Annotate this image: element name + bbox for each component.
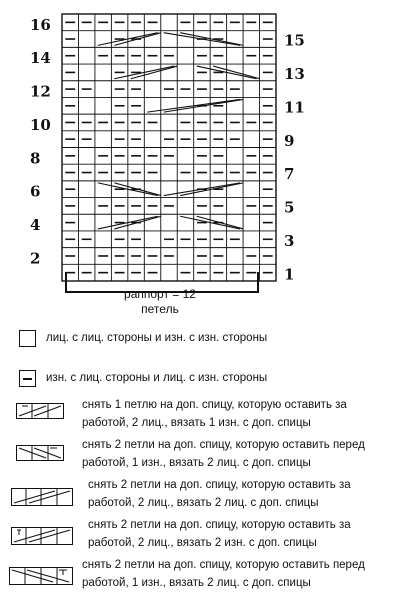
legend-text-line1: снять 1 петлю на доп. спицу, которую оставить за [82, 399, 347, 411]
legend-text-line1: снять 2 петли на доп. спицу, которую оставить перед [82, 559, 365, 571]
legend-text: лиц. с лиц. стороны и изн. с изн. стороны [46, 332, 268, 344]
blank-cell-icon [19, 330, 36, 347]
legend-text-line2: работой, 2 лиц., вязать 2 лиц. с доп. спицы [88, 497, 319, 509]
row-number-right: 9 [284, 131, 295, 150]
dash-cell-icon [19, 370, 36, 387]
row-number-left: 4 [30, 216, 41, 235]
legend-text: изн. с лиц. стороны и лиц. с изн. стороны [46, 372, 268, 384]
repeat-label: раппорт = 12 [124, 287, 196, 301]
legend-text-line1: снять 2 петли на доп. спицу, которую оставить за [88, 519, 351, 531]
cable-cross-4c-icon [9, 567, 73, 585]
repeat-sub-label: петель [141, 302, 179, 316]
row-number-right: 5 [284, 198, 295, 217]
legend-text-line2: работой, 1 изн., вязать 2 лиц. с доп. спицы [82, 577, 311, 589]
row-number-right: 13 [284, 65, 305, 84]
row-number-left: 2 [30, 249, 41, 268]
cable-cross-4-icon [11, 488, 73, 506]
row-number-left: 12 [30, 82, 51, 101]
legend-text-line1: снять 2 петли на доп. спицу, которую оставить перед [82, 439, 365, 451]
row-number-left: 8 [30, 149, 41, 168]
row-number-right: 11 [284, 98, 305, 117]
cable-cross-left-icon [16, 445, 64, 461]
row-number-left: 16 [30, 15, 51, 34]
row-number-left: 10 [30, 115, 51, 134]
row-number-left: 14 [30, 49, 51, 68]
legend-text-line2: работой, 1 изн., вязать 2 лиц. с доп. спицы [82, 457, 311, 469]
row-number-right: 1 [284, 265, 295, 284]
legend-text-line2: работой, 2 лиц., вязать 1 изн. с доп. спицы [82, 417, 311, 429]
row-number-right: 15 [284, 31, 305, 50]
row-number-right: 7 [284, 165, 295, 184]
row-number-right: 3 [284, 231, 295, 250]
cable-cross-right-icon [16, 403, 64, 419]
legend-text-line2: работой, 2 лиц., вязать 2 изн. с доп. спицы [88, 537, 317, 549]
legend-text-line1: снять 2 петли на доп. спицу, которую оставить за [88, 479, 351, 491]
row-number-left: 6 [30, 182, 41, 201]
cable-cross-4b-icon [11, 527, 73, 545]
